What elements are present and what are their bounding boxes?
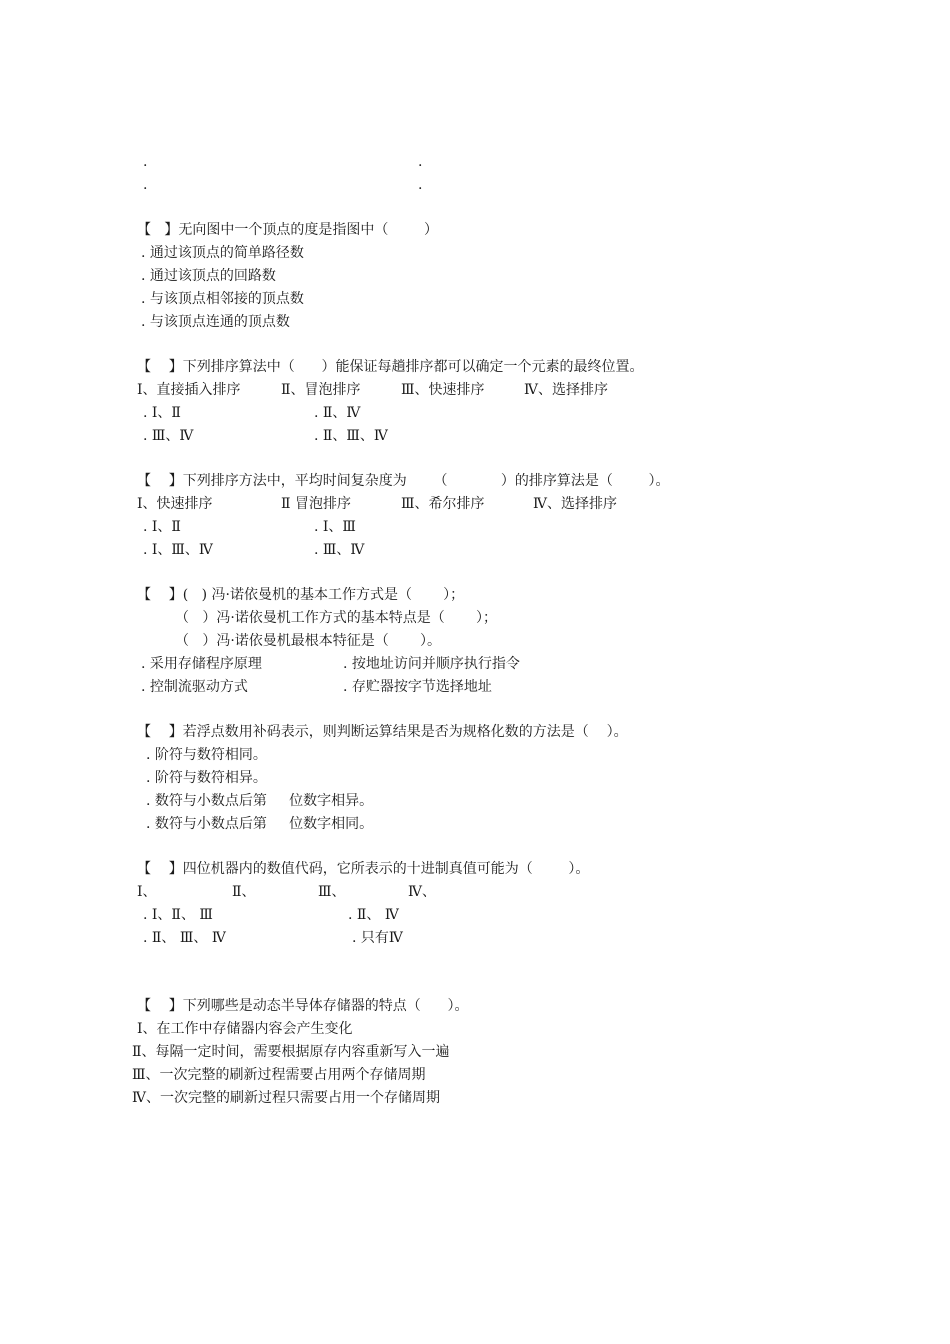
answer-option: . Ⅱ、Ⅳ xyxy=(314,405,361,421)
question-stem: 【 】无向图中一个顶点的度是指图中（ ） xyxy=(137,222,438,238)
question-stem: 【 】( ) 冯·诺依曼机的基本工作方式是（ ）； xyxy=(137,587,465,603)
answer-option: . 存贮器按字节选择地址 xyxy=(343,679,492,695)
statement-item: Ⅲ、希尔排序 xyxy=(401,496,485,512)
statement-item: Ⅱ、冒泡排序 xyxy=(281,382,361,398)
answer-option: . Ⅲ、Ⅳ xyxy=(314,542,365,558)
question-stem: 【 】四位机器内的数值代码，它所表示的十进制真值可能为（ ）。 xyxy=(137,861,590,877)
option-dot: . xyxy=(418,177,423,193)
answer-option: . 采用存储程序原理 xyxy=(141,656,262,672)
statement-item: Ⅰ、快速排序 xyxy=(137,496,213,512)
answer-option: . 数符与小数点后第 位数字相异。 xyxy=(146,793,374,809)
option-dot: . xyxy=(418,154,423,170)
statement-item: Ⅲ、快速排序 xyxy=(401,382,485,398)
answer-option: . Ⅰ、Ⅱ、 Ⅲ xyxy=(143,907,213,923)
answer-option: . 数符与小数点后第 位数字相同。 xyxy=(146,816,374,832)
statement-item: Ⅳ、一次完整的刷新过程只需要占用一个存储周期 xyxy=(132,1090,440,1106)
statement-item: Ⅱ 冒泡排序 xyxy=(281,496,351,512)
answer-option: . 通过该顶点的简单路径数 xyxy=(141,245,304,261)
answer-option: . 与该顶点相邻接的顶点数 xyxy=(141,291,304,307)
question-stem: 【 】下列排序方法中，平均时间复杂度为 （ ）的排序算法是（ ）。 xyxy=(137,473,670,489)
answer-option: . Ⅰ、Ⅲ、Ⅳ xyxy=(143,542,213,558)
statement-item: Ⅳ、选择排序 xyxy=(533,496,617,512)
answer-option: . Ⅱ、 Ⅳ xyxy=(348,907,399,923)
answer-option: . Ⅰ、Ⅲ xyxy=(314,519,356,535)
answer-option: . 控制流驱动方式 xyxy=(141,679,248,695)
answer-option: . 通过该顶点的回路数 xyxy=(141,268,276,284)
sub-question: （ ）冯·诺依曼机工作方式的基本特点是（ ）； xyxy=(175,610,497,626)
sub-question: （ ）冯·诺依曼机最根本特征是（ ）。 xyxy=(175,633,441,649)
answer-option: . Ⅲ、Ⅳ xyxy=(143,428,194,444)
answer-option: . 按地址访问并顺序执行指令 xyxy=(343,656,520,672)
question-stem: 【 】下列哪些是动态半导体存储器的特点（ ）。 xyxy=(137,998,469,1014)
answer-option: . 只有Ⅳ xyxy=(352,930,403,946)
option-dot: . xyxy=(143,177,148,193)
statement-item: Ⅰ、在工作中存储器内容会产生变化 xyxy=(137,1021,353,1037)
statement-item: Ⅱ、 xyxy=(232,884,256,900)
statement-item: Ⅲ、 xyxy=(318,884,346,900)
answer-option: . 阶符与数符相同。 xyxy=(146,747,267,763)
answer-option: . 阶符与数符相异。 xyxy=(146,770,267,786)
question-stem: 【 】若浮点数用补码表示，则判断运算结果是否为规格化数的方法是（ ）。 xyxy=(137,724,628,740)
statement-item: Ⅳ、选择排序 xyxy=(524,382,608,398)
answer-option: . Ⅰ、Ⅱ xyxy=(143,405,181,421)
answer-option: . Ⅰ、Ⅱ xyxy=(143,519,181,535)
statement-item: Ⅰ、直接插入排序 xyxy=(137,382,241,398)
statement-item: Ⅳ、 xyxy=(408,884,436,900)
answer-option: . Ⅱ、Ⅲ、Ⅳ xyxy=(314,428,388,444)
answer-option: . 与该顶点连通的顶点数 xyxy=(141,314,290,330)
statement-item: Ⅲ、一次完整的刷新过程需要占用两个存储周期 xyxy=(132,1067,426,1083)
answer-option: . Ⅱ、 Ⅲ、 Ⅳ xyxy=(143,930,226,946)
option-dot: . xyxy=(143,154,148,170)
statement-item: Ⅱ、每隔一定时间，需要根据原存内容重新写入一遍 xyxy=(132,1044,450,1060)
statement-item: Ⅰ、 xyxy=(137,884,157,900)
question-stem: 【 】下列排序算法中（ ）能保证每趟排序都可以确定一个元素的最终位置。 xyxy=(137,359,644,375)
